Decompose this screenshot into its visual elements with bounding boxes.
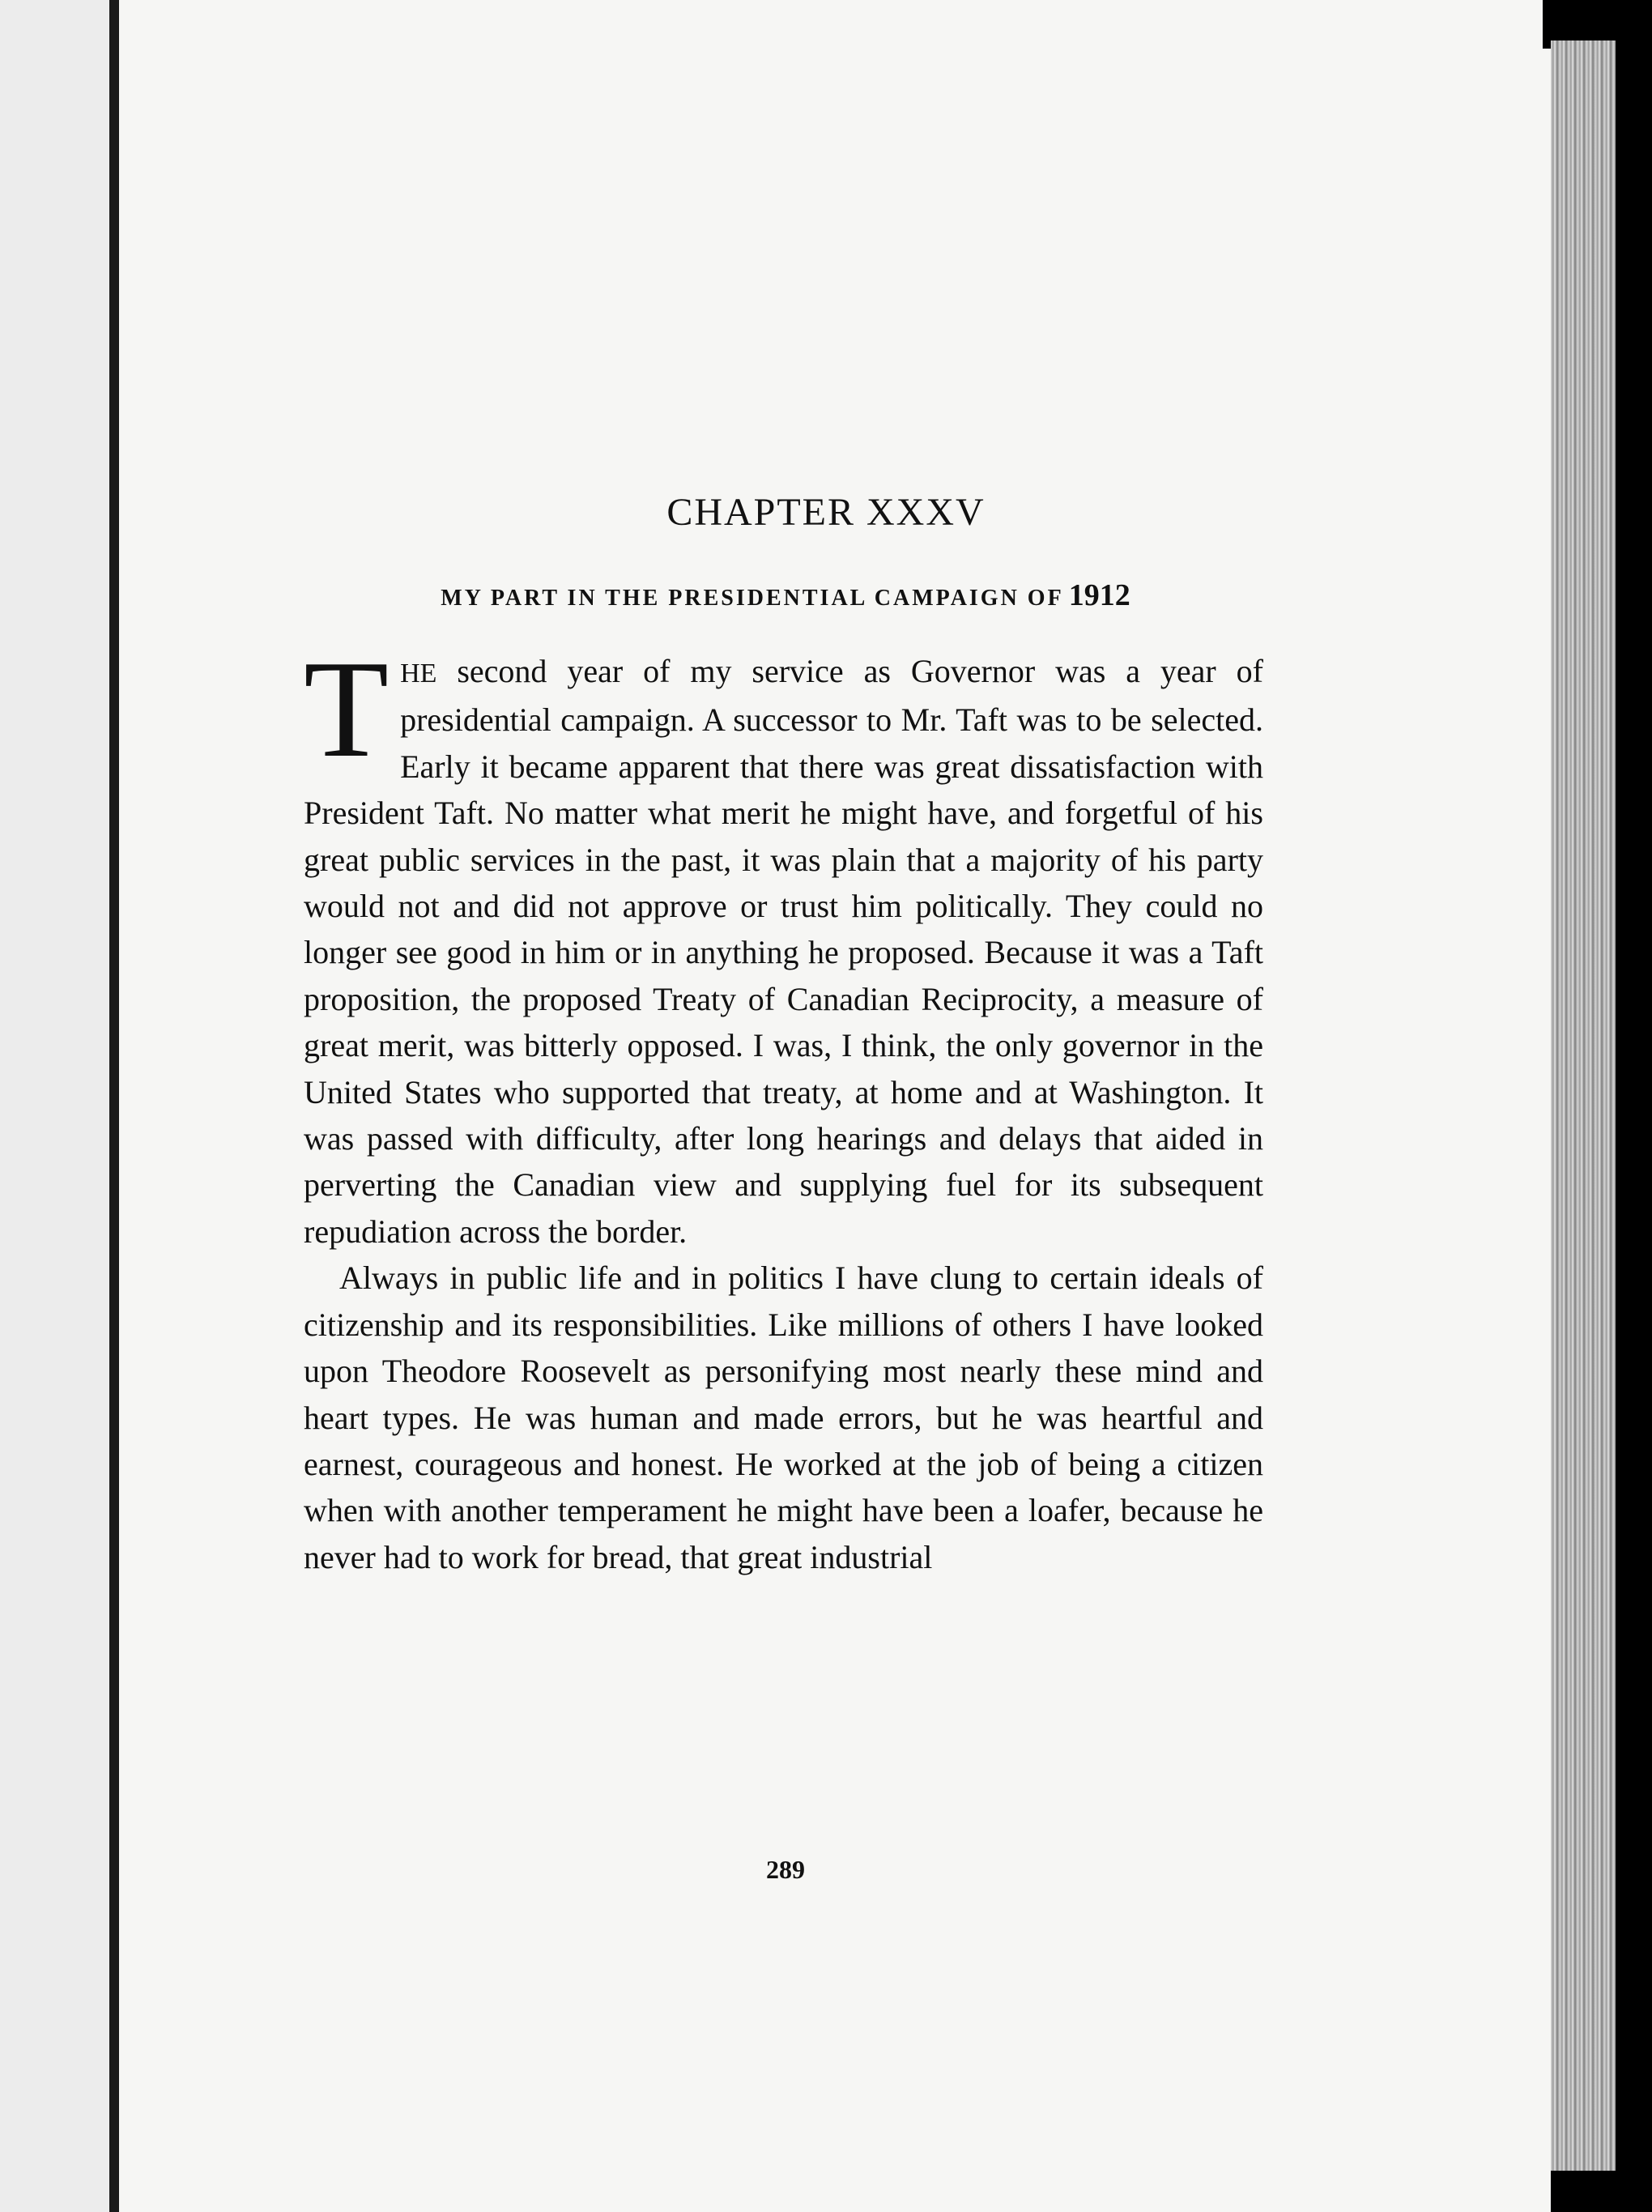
chapter-subtitle xyxy=(0,578,1571,613)
drop-cap: T xyxy=(304,633,390,786)
chapter-title: CHAPTER XXXV xyxy=(666,491,986,534)
chapter-subtitle-year: 1912 xyxy=(1068,578,1130,612)
chapter-subtitle-text: MY PART IN THE PRESIDENTIAL CAMPAIGN OF xyxy=(441,586,1064,611)
paragraph-2: Always in public life and in politics I have clung to certain ideals of citizenship and its responsibilities. Like millions of others I have looked upon Theodore Roosevelt as personifying most nearly these mind and heart types. He was human and made errors, but he was heartful and earnest, courageous and honest. He worked at the job of being a citizen when with another temperament he might have been a loafer, because he never had to work for bread, that great industrial xyxy=(304,1259,1263,1575)
page-number: 289 xyxy=(766,1855,805,1884)
paragraph-1 xyxy=(304,633,1263,1255)
page-stack-edges xyxy=(1551,40,1616,2171)
lead-in: HE xyxy=(400,658,437,688)
body-text xyxy=(304,633,1263,1580)
paragraph-1-text: second year of my service as Governor was a year of presidential campaign. A successor to Mr. Taft was to be selected. Early it became apparent that there was great dissatisfaction with President Taft. No matter what merit he might have, and forgetful of his great public services in the past, it was plain that a majority of his party would not and did not approve or trust him politically. They could no longer see good in him or in anything he proposed. Because it was a Taft proposition, the proposed Treaty of Canadian Reciprocity, a measure of great merit, was bitterly opposed. I was, I think, the only governor in the United States who supported that treaty, at home and at Washington. It was passed with difficulty, after long hearings and delays that aided in perverting the Canadian view and supplying fuel for its subsequent repudiation across the border. xyxy=(304,653,1263,1250)
